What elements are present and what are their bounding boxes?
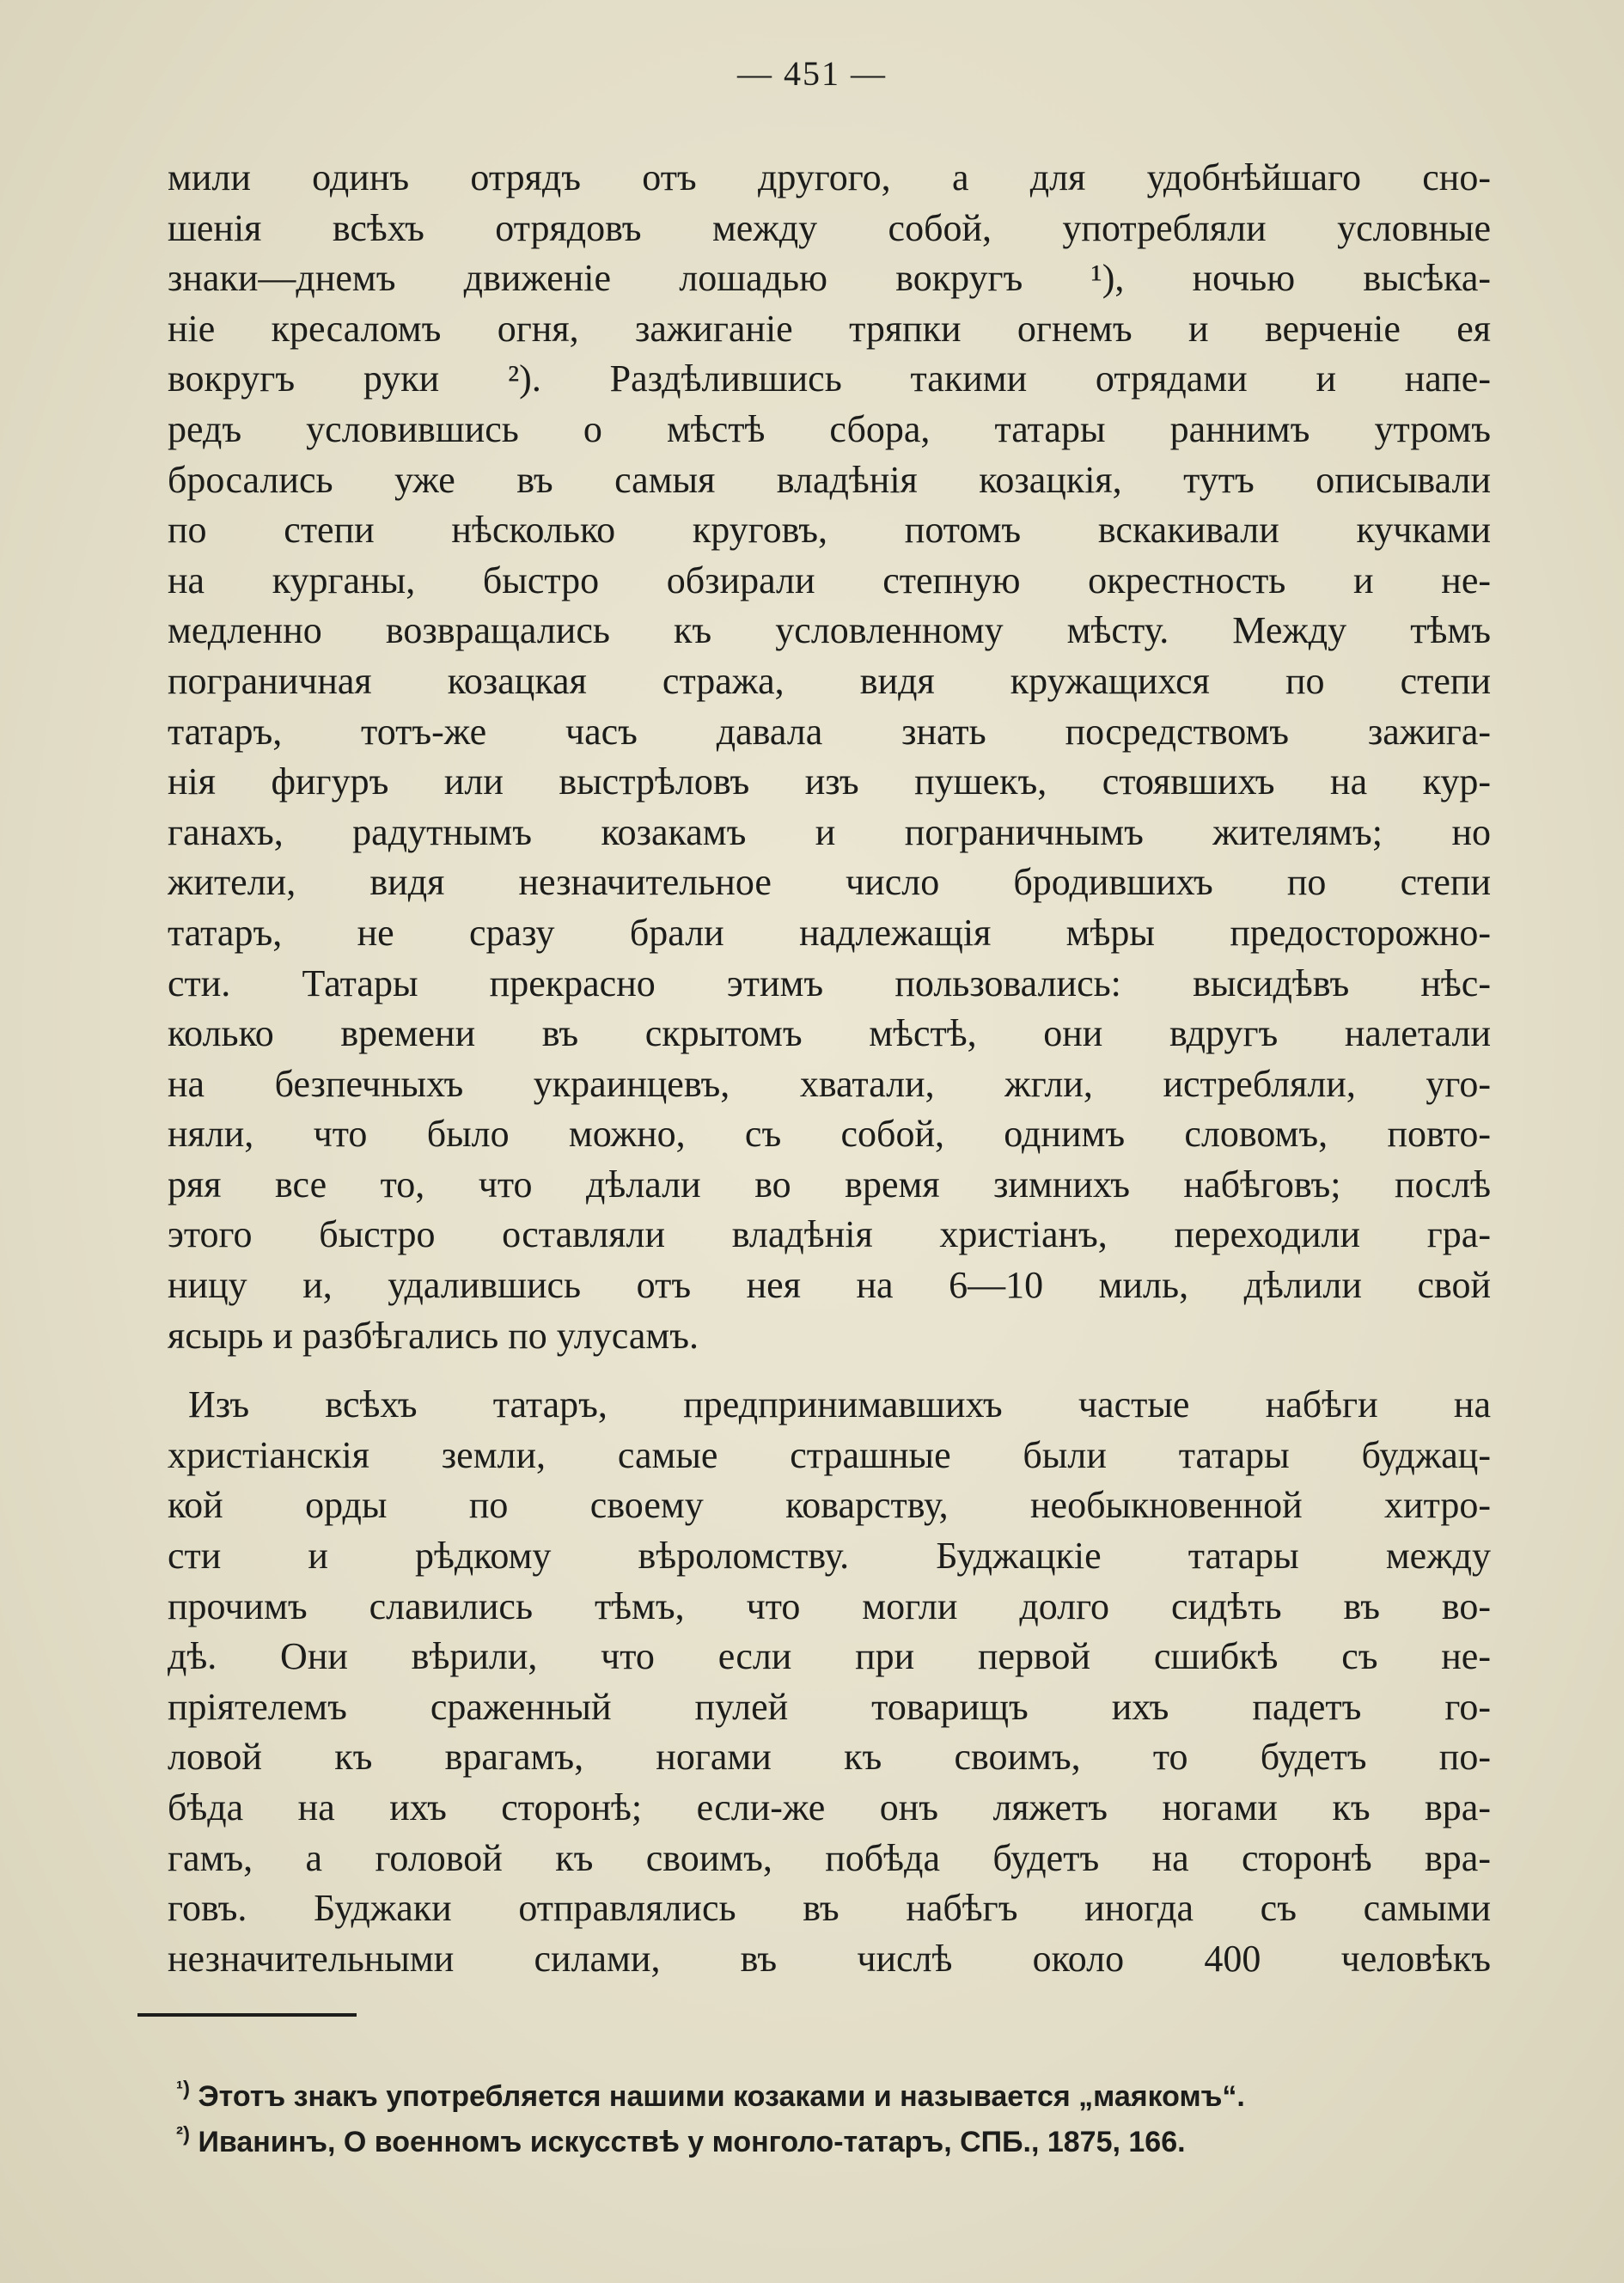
footnote-2 [176,2120,1465,2165]
text-line: этого быстро оставляли владѣнія христіанъ, переходили гра- [168,1213,1491,1256]
text-line: колько времени въ скрытомъ мѣстѣ, они вдругъ налетали [168,1012,1491,1055]
text-line: незначительными силами, въ числѣ около 400 человѣкъ [168,1937,1491,1980]
footnote-text: Иванинъ, О военномъ искусствѣ у монголо-татаръ, СПБ., 1875, 166. [198,2126,1186,2158]
text-line: на безпечныхъ украинцевъ, хватали, жгли, истребляли, уго- [168,1062,1491,1105]
text-line: шенія всѣхъ отрядовъ между собой, употребляли условные [168,206,1491,249]
text-line: говъ. Буджаки отправлялись въ набѣгъ иногда съ самыми [168,1887,1491,1930]
text-line: ряя все то, что дѣлали во время зимнихъ набѣговъ; послѣ [168,1163,1491,1206]
text-line: сти и рѣдкому вѣроломству. Буджацкіе татары между [168,1535,1491,1578]
paragraph-1 [168,153,1491,1361]
footnote-1 [176,2074,1465,2120]
text-line: бросались уже въ самыя владѣнія козацкія, тутъ описывали [168,458,1491,501]
text-line: прочимъ славились тѣмъ, что могли долго сидѣть въ во- [168,1584,1491,1627]
text-line: ніе кресаломъ огня, зажиганіе тряпки огнемъ и верченіе ея [168,307,1491,350]
text-line: пріятелемъ сраженный пулей товарищъ ихъ падетъ го- [168,1685,1491,1728]
text-line: ницу и, удалившись отъ нея на 6—10 миль, дѣлили свой [168,1264,1491,1307]
text-line: татаръ, тотъ-же часъ давала знать посредствомъ зажига- [168,710,1491,753]
text-line: пограничная козацкая стража, видя кружащихся по степи [168,659,1491,702]
text-line: кой орды по своему коварству, необыкновенной хитро- [168,1484,1491,1527]
text-line: дѣ. Они вѣрили, что если при первой сшибкѣ съ не- [168,1635,1491,1678]
body-text [168,153,1491,1984]
text-line: знаки—днемъ движеніе лошадью вокругъ ¹), ночью высѣка- [168,257,1491,300]
text-line: по степи нѣсколько круговъ, потомъ вскакивали кучками [168,509,1491,552]
text-line: вокругъ руки ²). Раздѣлившись такими отрядами и напе- [168,357,1491,400]
text-line: ганахъ, радутнымъ козакамъ и пограничнымъ жителямъ; но [168,810,1491,853]
paragraph-gap [168,1361,1491,1380]
text-line: няли, что было можно, съ собой, однимъ словомъ, повто- [168,1113,1491,1156]
text-line: христіанскія земли, самые страшные были татары буджац- [168,1433,1491,1476]
text-line: бѣда на ихъ сторонѣ; если-же онъ ляжетъ ногами къ вра- [168,1786,1491,1828]
text-line: нія фигуръ или выстрѣловъ изъ пушекъ, стоявшихъ на кур- [168,760,1491,803]
text-line: ловой къ врагамъ, ногами къ своимъ, то будетъ по- [168,1736,1491,1779]
footnotes [176,2074,1465,2165]
footnote-divider [137,2013,357,2017]
footnote-text: Этотъ знакъ употребляется нашими козаками и называется „маякомъ“. [198,2080,1245,2113]
text-line: жители, видя незначительное число бродившихъ по степи [168,861,1491,904]
text-line: сти. Татары прекрасно этимъ пользовались: высидѣвъ нѣс- [168,961,1491,1004]
page-number: — 451 — [737,54,887,93]
text-line: мили одинъ отрядъ отъ другого, а для удобнѣйшаго сно- [168,156,1491,198]
text-line: татаръ, не сразу брали надлежащія мѣры предосторожно- [168,911,1491,954]
text-line: Изъ всѣхъ татаръ, предпринимавшихъ частые набѣги на [188,1383,1491,1426]
footnote-marker: ¹) [176,2077,190,2101]
paragraph-2 [168,1380,1491,1984]
text-line: на курганы, быстро обзирали степную окрестность и не- [168,559,1491,601]
footnote-marker: ²) [176,2122,190,2146]
text-line: гамъ, а головой къ своимъ, побѣда будетъ на сторонѣ вра- [168,1836,1491,1879]
text-line: медленно возвращались къ условленному мѣсту. Между тѣмъ [168,609,1491,652]
text-line: ясырь и разбѣгались по улусамъ. [168,1314,699,1357]
text-line: редъ условившись о мѣстѣ сбора, татары раннимъ утромъ [168,407,1491,450]
